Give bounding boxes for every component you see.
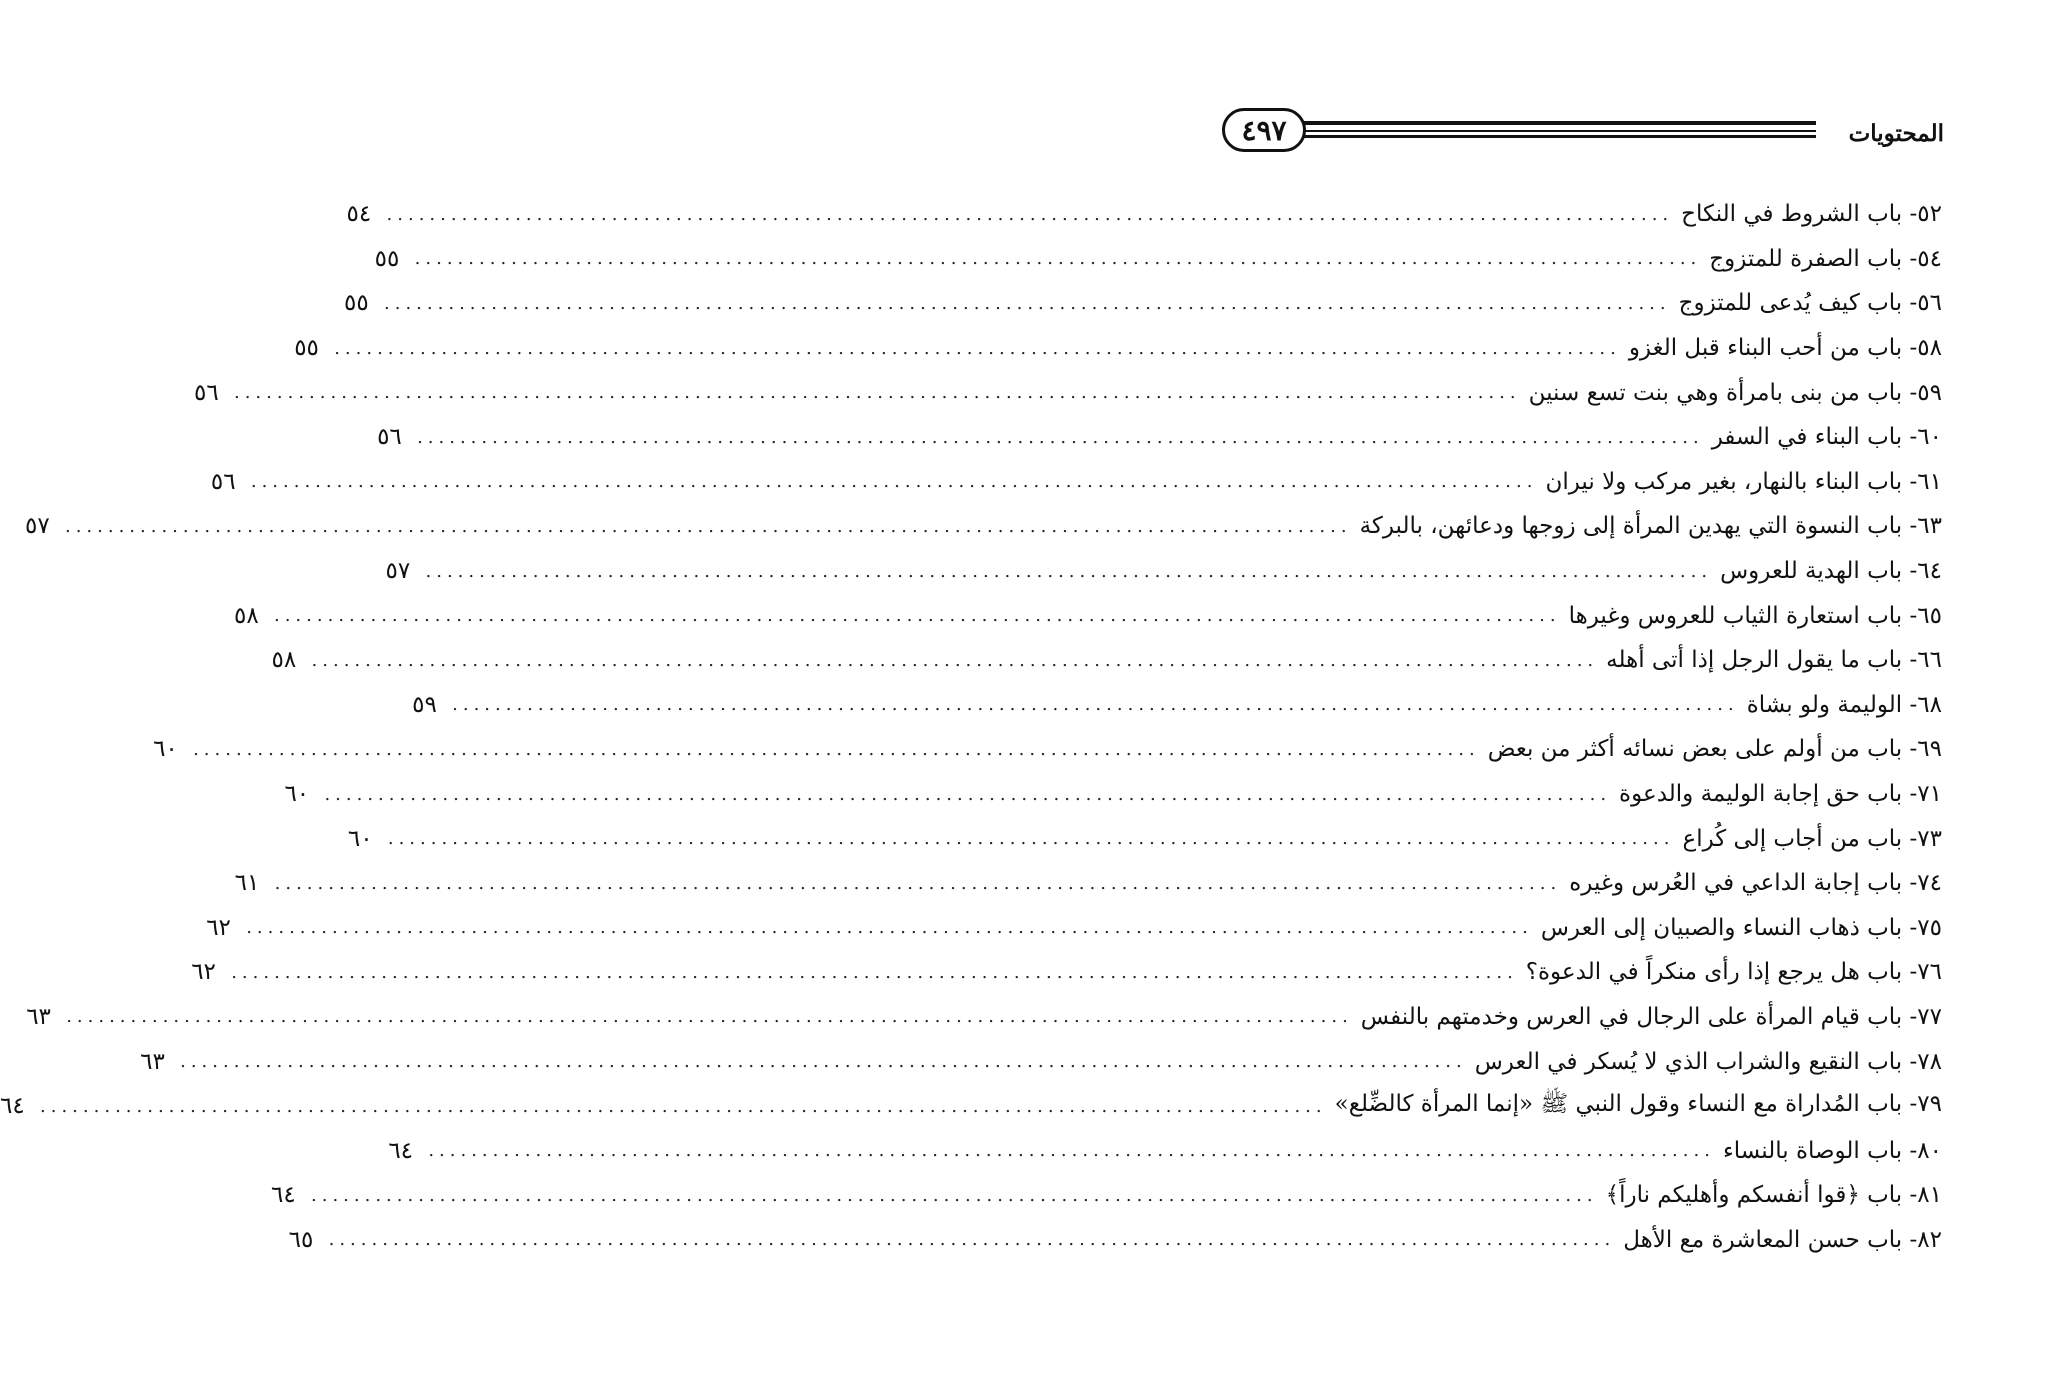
toc-entry-title: ٦٩- باب من أولم على بعض نسائه أكثر من بعض: [1487, 736, 1942, 763]
dot-leader: ........................................................................................................................: [311, 649, 1599, 671]
toc-entry-title: ٥٩- باب من بنى بامرأة وهي بنت تسع سنين: [1528, 379, 1942, 406]
toc-entry: [206, 906, 1942, 951]
toc-entry: [140, 1039, 1942, 1084]
dot-leader: ........................................................................................................................: [384, 292, 1671, 314]
toc-entry-page: ٦٣: [140, 1048, 165, 1075]
toc-entry: [346, 192, 1942, 237]
toc-entry-page: ٦٢: [206, 914, 231, 941]
toc-entry-page: ٥٦: [377, 424, 402, 451]
toc-entry-page: ٥٦: [193, 379, 219, 406]
toc-entry-title: ٥٤- باب الصفرة للمتزوج: [1709, 245, 1942, 272]
toc-entry-title: ٧٩- باب المُداراة مع النساء وقول النبي ﷺ «إنما المرأة كالضِّلع»: [1334, 1091, 1942, 1118]
dot-leader: ........................................................................................................................: [387, 828, 1675, 850]
table-of-contents: [0, 192, 1942, 1262]
toc-entry: [347, 816, 1942, 861]
toc-entry-title: ٧١- باب حق إجابة الوليمة والدعوة: [1619, 781, 1942, 808]
dot-leader: ........................................................................................................................: [273, 605, 1561, 627]
page-header: [1222, 108, 1944, 160]
toc-entry-page: ٥٨: [271, 647, 297, 674]
dot-leader: ........................................................................................................................: [414, 248, 1702, 270]
toc-entry-page: ٦٢: [191, 959, 216, 986]
toc-entry-title: ٥٦- باب كيف يُدعى للمتزوج: [1678, 290, 1942, 317]
dot-leader: ........................................................................................................................: [180, 1051, 1467, 1073]
toc-entry-title: ٥٨- باب من أحب البناء قبل الغزو: [1628, 335, 1942, 362]
toc-entry-page: ٦٥: [288, 1226, 314, 1253]
toc-entry-title: ٥٢- باب الشروط في النكاح: [1681, 201, 1942, 228]
dot-leader: ........................................................................................................................: [233, 382, 1521, 404]
dot-leader: ........................................................................................................................: [452, 694, 1739, 716]
dot-leader: ........................................................................................................................: [246, 917, 1533, 939]
dot-leader: ........................................................................................................................: [64, 515, 1352, 537]
dot-leader: ........................................................................................................................: [274, 872, 1562, 894]
toc-entry: [271, 638, 1942, 683]
dot-leader: ........................................................................................................................: [324, 783, 1612, 805]
toc-entry-title: ٦١- باب البناء بالنهار، بغير مركب ولا نيران: [1545, 468, 1942, 495]
toc-entry-title: ٧٣- باب من أجاب إلى كُراع: [1682, 825, 1942, 852]
toc-entry-page: ٦٠: [284, 781, 310, 808]
toc-entry: [284, 772, 1942, 817]
toc-entry-page: ٦٣: [26, 1003, 51, 1030]
toc-entry: [153, 727, 1942, 772]
toc-entry-title: ٦٦- باب ما يقول الرجل إذا أتى أهله: [1606, 647, 1942, 674]
toc-entry: [234, 861, 1942, 906]
running-title: المحتويات: [1848, 120, 1944, 147]
toc-entry-title: ٧٥- باب ذهاب النساء والصبيان إلى العرس: [1540, 914, 1942, 941]
header-rule: [1298, 121, 1816, 139]
dot-leader: ........................................................................................................................: [334, 337, 1621, 359]
toc-entry: [271, 1173, 1942, 1218]
toc-entry-page: ٥٦: [210, 468, 236, 495]
dot-leader: ........................................................................................................................: [386, 203, 1674, 225]
toc-entry-title: ٦٤- باب الهدية للعروس: [1720, 558, 1942, 585]
toc-entry-page: ٦٠: [347, 825, 373, 852]
toc-entry: [0, 1084, 1942, 1129]
page-number-badge: ٤٩٧: [1222, 108, 1306, 152]
dot-leader: ........................................................................................................................: [311, 1184, 1598, 1206]
toc-entry-title: ٨٢- باب حسن المعاشرة مع الأهل: [1623, 1226, 1942, 1253]
toc-entry-title: ٧٧- باب قيام المرأة على الرجال في العرس وخدمتهم بالنفس: [1360, 1003, 1942, 1030]
dot-leader: ........................................................................................................................: [193, 738, 1480, 760]
toc-entry-page: ٥٥: [294, 335, 319, 362]
toc-entry: [374, 237, 1942, 282]
toc-entry-title: ٧٦- باب هل يرجع إذا رأى منكراً في الدعوة؟: [1525, 959, 1942, 986]
toc-entry-title: ٧٨- باب النقيع والشراب الذي لا يُسكر في العرس: [1474, 1048, 1942, 1075]
toc-entry-page: ٥٤: [346, 201, 372, 228]
toc-entry-page: ٥٥: [344, 290, 369, 317]
toc-entry-title: ٦٠- باب البناء في السفر: [1711, 424, 1942, 451]
toc-entry-title: ٨١- باب ﴿قوا أنفسكم وأهليكم ناراً﴾: [1605, 1182, 1942, 1209]
toc-entry-title: ٦٣- باب النسوة التي يهدين المرأة إلى زوجها ودعائهن، بالبركة: [1359, 513, 1942, 540]
toc-entry: [288, 1218, 1942, 1263]
toc-entry-page: ٦١: [234, 870, 260, 897]
dot-leader: ........................................................................................................................: [231, 961, 1518, 983]
toc-entry-page: ٥٩: [412, 691, 437, 718]
toc-entry: [388, 1128, 1942, 1173]
toc-entry-page: ٥٥: [374, 245, 400, 272]
toc-entry: [385, 549, 1942, 594]
toc-entry: [344, 281, 1942, 326]
toc-entry: [377, 415, 1942, 460]
dot-leader: ........................................................................................................................: [328, 1229, 1616, 1251]
toc-entry-title: ٦٥- باب استعارة الثياب للعروس وغيرها: [1568, 602, 1942, 629]
toc-entry: [24, 504, 1942, 549]
toc-entry-page: ٥٨: [233, 602, 259, 629]
toc-entry: [233, 593, 1942, 638]
dot-leader: ........................................................................................................................: [428, 1140, 1715, 1162]
dot-leader: ........................................................................................................................: [425, 560, 1713, 582]
toc-entry-title: ٨٠- باب الوصاة بالنساء: [1722, 1137, 1942, 1164]
dot-leader: ........................................................................................................................: [40, 1095, 1327, 1117]
toc-entry-page: ٦٤: [0, 1093, 25, 1120]
toc-entry: [191, 950, 1942, 995]
toc-entry-page: ٦٤: [271, 1182, 296, 1209]
toc-entry: [193, 370, 1942, 415]
toc-entry-page: ٦٤: [388, 1137, 414, 1164]
toc-entry: [294, 326, 1942, 371]
toc-entry: [26, 995, 1942, 1040]
toc-entry: [210, 460, 1942, 505]
toc-entry-title: ٦٨- الوليمة ولو بشاة: [1746, 691, 1942, 718]
toc-entry-page: ٦٠: [153, 736, 178, 763]
dot-leader: ........................................................................................................................: [66, 1006, 1353, 1028]
toc-entry: [412, 683, 1942, 728]
dot-leader: ........................................................................................................................: [250, 471, 1538, 493]
toc-entry-page: ٥٧: [385, 558, 411, 585]
toc-entry-page: ٥٧: [24, 513, 50, 540]
toc-entry-title: ٧٤- باب إجابة الداعي في العُرس وغيره: [1569, 870, 1942, 897]
dot-leader: ........................................................................................................................: [417, 426, 1704, 448]
